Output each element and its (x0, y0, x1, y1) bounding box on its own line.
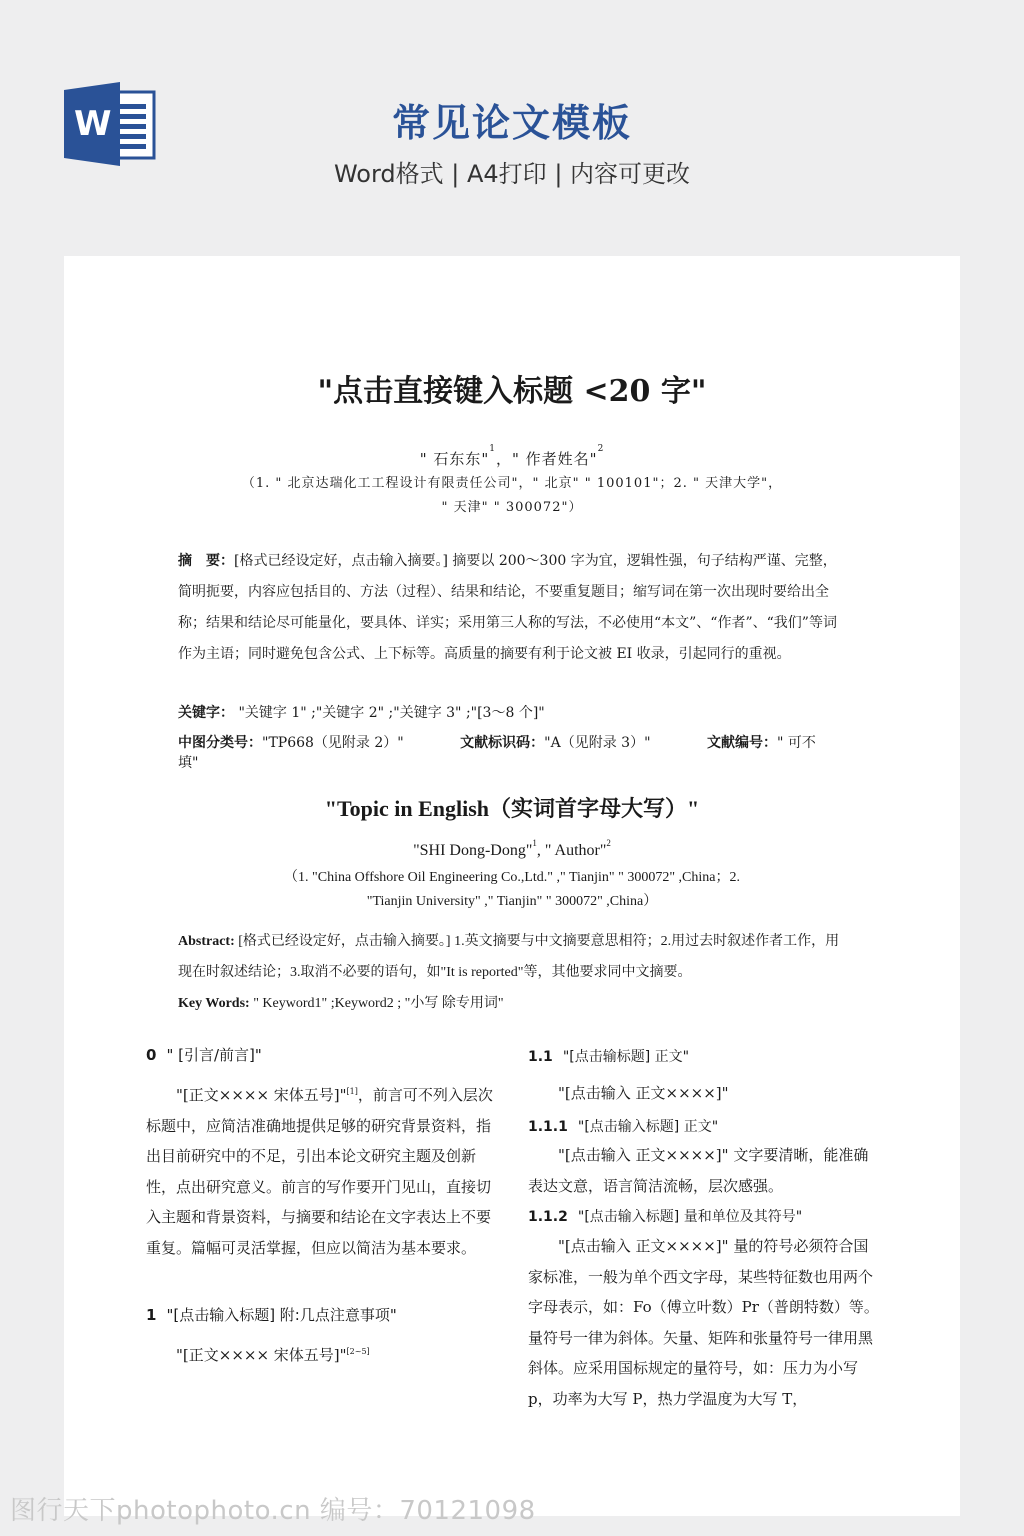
banner-title: 常见论文模板 (391, 101, 632, 145)
author-cn-2-sup: 2 (597, 444, 605, 454)
section-1-body[interactable] (146, 1340, 498, 1371)
section-0-number: 0 (146, 1046, 157, 1064)
section-1-citation: [2~5] (346, 1347, 370, 1356)
affiliation-cn-line-1[interactable]: （1. " 北京达瑞化工工程设计有限责任公司"，" 北京" " 100101"；2. " 天津大学"， (241, 476, 783, 491)
abstract-en-label: Abstract: (178, 934, 235, 949)
clc-value: "TP668（见附录 2）" (262, 735, 404, 751)
keywords-en-label: Key Words: (178, 996, 250, 1011)
affiliation-cn-line-2[interactable]: " 天津" " 300072"） (441, 500, 583, 515)
affiliation-en-line-1[interactable]: （1. "China Offshore Oil Engineering Co.,Ltd." ," Tianjin" " 300072" ,China；2. (284, 870, 740, 885)
doc-id-value: "A（见附录 3）" (544, 735, 651, 751)
paper-title-cn[interactable]: "点击直接键入标题 <20 字" (317, 374, 707, 409)
author-en-2: , " Author" (536, 842, 607, 859)
keywords-en-text: " Keyword1" ;Keyword2 ; "小写 除专用词" (249, 996, 504, 1011)
section-1-1-title: "[点击输标题] 正文" (562, 1049, 690, 1065)
author-en-2-sup: 2 (606, 838, 611, 848)
section-0-text-b: ，前言可不列入层次标题中，应简洁准确地提供足够的研究背景资料，指出目前研究中的不足，引出本论文研究主题及创新性，点出研究意义。前言的写作要开门见山，直接切入主题和背景资料，与摘要和结论在文字表达上不要重复。篇幅可灵活掌握，但应以简洁为基本要求。 (146, 1086, 493, 1257)
section-1-1-1-heading[interactable] (528, 1116, 888, 1136)
affiliation-en-line-2[interactable]: "Tianjin University" ," Tianjin" " 300072" ,China） (366, 894, 658, 909)
author-cn-1: " 石东东" (419, 450, 490, 468)
doc-no-label: 文献编号： (706, 735, 777, 751)
authors-cn[interactable] (64, 444, 960, 469)
section-1-text: "[正文×××× 宋体五号]" (176, 1346, 347, 1364)
authors-en[interactable] (64, 838, 960, 860)
section-1-1-body[interactable]: "[点击输入 正文××××]" (558, 1084, 729, 1102)
abstract-en-text: [格式已经设定好，点击输入摘要。] 1.英文摘要与中文摘要意思相符；2.用过去时叙述作者工作，用现在时叙述结论；3.取消不必要的语句，如"It is reported"等，其他要求同中文摘要。 (178, 934, 840, 980)
abstract-cn[interactable] (178, 546, 842, 670)
author-en-1-sup: 1 (532, 838, 537, 848)
author-en-1: "SHI Dong-Dong" (413, 842, 533, 859)
keywords-en[interactable] (178, 992, 858, 1012)
section-0-citation: [1] (346, 1087, 358, 1096)
abstract-cn-text: [格式已经设定好，点击输入摘要。] 摘要以 200～300 字为宜，逻辑性强，句子结构严谨、完整，简明扼要，内容应包括目的、方法（过程）、结果和结论，不要重复题目；缩写词在第一次出现时要给出全称；结果和结论尽可能量化，要具体、详实；采用第三人称的写法，不必使用“本文”、“作者”、“我们”等词作为主语；同时避免包含公式、上下标等。高质量的摘要有利于论文被 EI 收录，引起同行的重视。 (178, 553, 837, 662)
doc-id-label: 文献标识码： (460, 735, 545, 751)
section-1-title: "[点击输入标题] 附:几点注意事项" (166, 1306, 397, 1324)
section-1-1-1-body[interactable]: "[点击输入 正文××××]" 文字要清晰，能准确表达文意，语言简洁流畅，层次感强。 (528, 1146, 869, 1195)
section-1-1-heading[interactable] (528, 1046, 888, 1066)
keywords-cn[interactable] (178, 702, 858, 722)
section-0-heading[interactable] (146, 1044, 506, 1065)
paper-title-en[interactable]: "Topic in English（实词首字母大写）" (324, 796, 700, 821)
clc-label: 中图分类号： (178, 735, 262, 751)
section-0-text-a: "[正文×××× 宋体五号]" (176, 1086, 347, 1104)
section-0-title: " [引言/前言]" (166, 1046, 262, 1064)
section-1-1-1-number: 1.1.1 (528, 1119, 568, 1135)
section-1-1-1-title: "[点击输入标题] 正文" (577, 1119, 719, 1135)
author-cn-2: ，" 作者姓名" (496, 450, 598, 468)
abstract-en[interactable] (178, 926, 844, 988)
banner-subtitle: Word格式 | A4打印 | 内容可更改 (333, 160, 691, 188)
section-0-body[interactable] (146, 1080, 498, 1263)
doc-no-value: " 可不填" (178, 735, 816, 771)
section-1-heading[interactable] (146, 1304, 506, 1325)
keywords-cn-label: 关键字： (178, 705, 234, 721)
section-1-1-2-heading[interactable] (528, 1206, 888, 1226)
section-1-number: 1 (146, 1306, 157, 1324)
author-cn-1-sup: 1 (489, 444, 496, 454)
classification-line[interactable] (178, 732, 878, 772)
keywords-cn-text: "关键字 1" ;"关键字 2" ;"关键字 3" ;"[3～8 个]" (234, 705, 545, 721)
section-1-1-2-title: "[点击输入标题] 量和单位及其符号" (577, 1209, 803, 1225)
abstract-cn-label: 摘 要： (178, 553, 234, 569)
watermark: 图行天下photophoto.cn 编号：70121098 (10, 1496, 536, 1526)
section-1-1-2-body[interactable]: "[点击输入 正文××××]" 量的符号必须符合国家标准，一般为单个西文字母，某些特征数也用两个字母表示，如：Fo（傅立叶数）Pr（普朗特数）等。量符号一律为斜体。矢量、矩阵和张量符号一律用黑斜体。应采用国标规定的量符号，如：压力为小写 p，功率为大写 P，热力学温度为大写 T， (528, 1237, 879, 1408)
section-1-1-number: 1.1 (528, 1049, 553, 1065)
document-page (64, 256, 960, 1516)
section-1-1-2-number: 1.1.2 (528, 1209, 568, 1225)
word-logo-letter: W (74, 104, 112, 144)
